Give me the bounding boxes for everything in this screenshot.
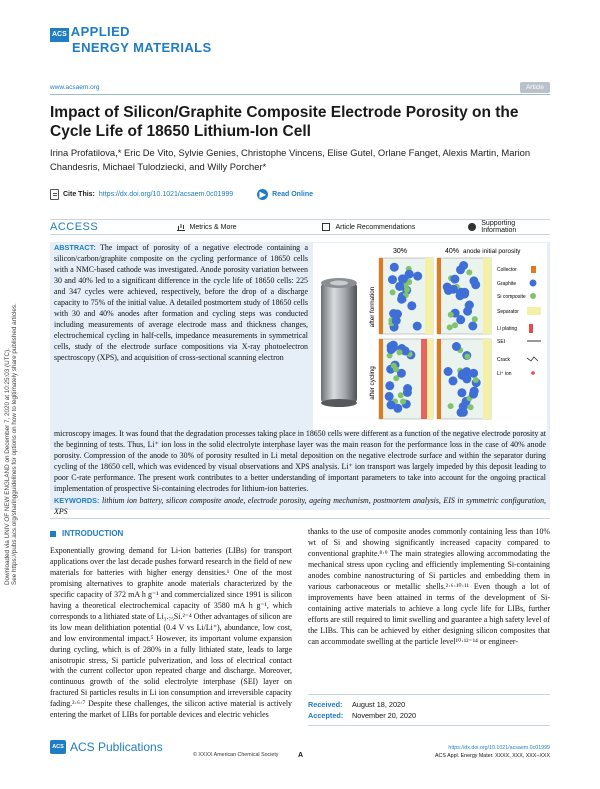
intro-heading: [50, 529, 123, 538]
journal-name-line1: APPLIED: [70, 24, 130, 39]
si-particle: [448, 312, 454, 318]
legend-collector: Collector: [497, 267, 517, 273]
intro-right-column: thanks to the use of composite anodes commonly containing less than 10% wt of Si and showing significantly increased capacity compared to conventional graphite.⁸·⁹ The main strategies allowing accommodating the mechanical stress upon cycling and efficiently implementing Si-containing anodes combine nanostructuring of Si particles and embedding them in various carbonaceous or metallic shells.²·⁶·¹⁰·¹¹ Even though a lot of improvements have been attained in terms of the development of Si-containing active materials to achieve a long cycle life for LIBs, further efforts are still required to limit swelling and guarantee a high safety level of the LIBs. This can be achieved by either designing silicon composites that can accommodate swelling at the particle level¹⁰·¹²⁻¹⁴ or engineer-: [308, 527, 550, 646]
section-marker-icon: [50, 531, 56, 537]
toc-row1-label: after formation: [369, 286, 376, 328]
copyright: © XXXX American Chemical Society: [193, 752, 279, 758]
header-divider: [50, 94, 550, 95]
recommendations-label: Article Recommendations: [335, 223, 416, 231]
graphite-particle: [387, 345, 396, 354]
doi-link[interactable]: https://dx.doi.org/10.1021/acsaem.0c01999: [98, 191, 234, 198]
acs-badge: ACS: [50, 28, 69, 42]
toc-label-30: 30%: [393, 248, 408, 255]
graphite-particle: [392, 316, 401, 325]
si-particle: [447, 324, 453, 330]
publisher-logo[interactable]: [50, 740, 163, 754]
download-note: [2, 215, 16, 585]
si-particle: [472, 316, 478, 322]
legend-li-plating: Li plating: [497, 326, 518, 332]
abstract-text-lower: [54, 429, 546, 518]
legend-sei: SEI: [497, 339, 506, 345]
footer-citation: [435, 745, 550, 760]
download-note-line1: Downloaded via UNIV OF NEW ENGLAND on December 7, 2020 at 10:25:03 (UTC).: [4, 348, 11, 585]
article-title: Impact of Silicon/Graphite Composite Electrode Porosity on the Cycle Life of 18650 Lithium-Ion Cell: [50, 104, 519, 140]
graphite-particle: [388, 275, 397, 284]
abstract-text-upper: [54, 243, 308, 363]
intro-left-column: Exponentially growing demand for Li-ion batteries (LIBs) for transport applications over the last decade pushes forward research in the field of new materials for batteries with higher energy densities.¹ One of the most promising alternatives to graphite anode materials characterized by the specific capacity of 372 mA h g⁻¹ and commercialized since 1991 is silicon having a theoretical electrochemical capacity of 3580 mA h g⁻¹, which corresponds to a lithiated state of Li₃.₇₅Si.²⁻⁴ Other advantages of silicon are its low mean delithiation potential (0.4 V vs Li/Li⁺), abundance, low cost, and low environmental impact.⁵ However, its important volume expansion during cycling, which is of 280% in a fully lithiated state, leads to large anisotropic stress, Si particle pulverization, and loss of electrical contact with the current collector upon repeated charge and discharge. Moreover, continuous growth of the solid electrolyte interphase (SEI) layer on fractured Si particles results in Li ion consumption and irreversible capacity fading.²·⁶·⁷ Despite these challenges, the silicon active material is actively entering the market of LIBs for portable devices and electric vehicles: [50, 546, 292, 720]
graphite-particle: [443, 283, 452, 292]
journal-name-line2: ENERGY MATERIALS: [72, 40, 212, 55]
graphite-particle: [413, 322, 422, 331]
graphite-particle: [469, 276, 478, 285]
read-online-button[interactable]: [257, 189, 313, 200]
graphite-particle: [407, 301, 416, 310]
legend-si-composite: Si composite: [497, 294, 526, 300]
article-dates: [308, 699, 550, 721]
supporting-label: Supporting Information: [481, 220, 517, 234]
accepted-label: Accepted:: [308, 711, 344, 720]
graphite-particle: [390, 263, 399, 272]
dates-divider-bottom: [308, 725, 550, 726]
si-particle: [466, 269, 472, 275]
bar-chart-icon: [177, 223, 185, 231]
cite-row: [50, 189, 313, 200]
graphite-particle: [457, 388, 466, 397]
acs-logo-icon: ACS: [50, 740, 66, 754]
graphite-particle: [450, 275, 459, 284]
metrics-label: Metrics & More: [189, 223, 237, 231]
list-icon: [322, 223, 330, 231]
graphite-particle: [387, 400, 396, 409]
document-icon: [50, 189, 59, 200]
metrics-link[interactable]: [177, 223, 323, 231]
toc-row2-label: after cycling: [369, 366, 376, 400]
read-online-icon: ▶: [257, 189, 268, 200]
read-online-label: Read Online: [272, 191, 313, 198]
access-label: ACCESS: [50, 221, 99, 233]
graphite-particle: [460, 290, 469, 299]
supporting-info-link[interactable]: [468, 220, 550, 234]
graphite-particle: [399, 275, 408, 284]
cite-label: Cite This:: [63, 191, 95, 198]
si-particle: [464, 354, 470, 360]
si-particle: [448, 403, 454, 409]
toc-legend: [497, 266, 541, 377]
graphite-particle: [469, 390, 478, 399]
abstract-label: ABSTRACT:: [54, 243, 96, 252]
graphite-particle: [444, 367, 453, 376]
legend-graphite: Graphite: [497, 281, 517, 287]
info-icon: [468, 223, 476, 231]
abstract-part1: The impact of porosity of a negative electrode containing a silicon/carbon/graphite composite on the cycling performance of 18650 cells with a NMC-based cathode was investigated. Anode porosity variation between 30 and 40% led to a significant difference in the cycle life of 18650 cells: 225 and 347 cycles were achieved, respectively, before the drop of a discharge capacity to 75% of the initial value. A detailed postmortem study of 18650 cells with 30 and 40% anodes after formation and cycling steps was conducted including measurements of average electrode mass and thickness changes, electrochemical cycling in half-cells, impedance measurements in symmetrical cells, study of the electrode surface compositions via X-ray photoelectron spectroscopy (XPS), and acquisition of cross-sectional scanning electron: [54, 243, 308, 362]
graphite-particle: [452, 342, 461, 351]
abstract-part2: microscopy images. It was found that the degradation processes taking place in 18650 cells were different as a function of the negative electrode porosity at the beginning of tests. Thus, Li⁺ ion loss in the solid electrolyte interphase layer was the main reason for the performance loss in the case of 40% anode porosity. Compression of the anode to 30% of porosity resulted in Li metal deposition on the negative electrode surface and within the separator during cycling of the 18650 cell, which was evidenced by visual observations and XPS analysis. Li⁺ ion transport was largely impeded by this deposit leading to poor C-rate performance. The present work contributes to a better understanding of important parameters to take into account for the ongoing practical implementation of prospective Si-containing electrodes for lithium-ion batteries.: [54, 429, 546, 493]
page-number: A: [298, 752, 304, 759]
accepted-date: November 20, 2020: [352, 711, 417, 720]
author-list: Irina Profatilova,* Eric De Vito, Sylvie Genies, Christophe Vincens, Elise Gutel, Orlane Fanget, Alexis Martin, Marion Chandesris, Michael Tulodziecki, and Willy Porcher*: [50, 147, 531, 172]
toc-graphic-svg: [313, 243, 547, 431]
footer-journal-citation: ACS Appl. Energy Mater. XXXX, XXX, XXX−XXX: [435, 752, 550, 759]
graphite-particle: [449, 376, 458, 385]
legend-crack: Crack: [497, 357, 511, 363]
footer-doi[interactable]: https://dx.doi.org/10.1021/acsaem.0c01999: [448, 745, 550, 751]
toc-label-40: 40%: [445, 248, 460, 255]
dates-divider-top: [308, 694, 550, 695]
graphite-particle: [397, 295, 406, 304]
si-particle: [397, 349, 403, 355]
si-particle: [473, 377, 479, 383]
recommendations-link[interactable]: [322, 223, 468, 231]
journal-logo[interactable]: [50, 26, 212, 54]
graphite-particle: [459, 261, 468, 270]
graphite-particle: [385, 381, 394, 390]
intro-heading-label: INTRODUCTION: [62, 529, 124, 538]
si-particle: [390, 289, 396, 295]
si-particle: [398, 392, 404, 398]
site-link[interactable]: www.acsaem.org: [50, 84, 100, 91]
keywords: [54, 496, 546, 518]
graphite-particle: [385, 392, 394, 401]
graphite-particle: [468, 322, 477, 331]
download-note-line2: See https://pubs.acs.org/sharingguidelines for options on how to legitimately share published articles.: [11, 303, 18, 585]
si-particle: [404, 287, 410, 293]
toc-graphic: [313, 243, 547, 431]
received-date: August 18, 2020: [352, 700, 406, 709]
si-particle: [452, 322, 458, 328]
si-particle: [400, 399, 406, 405]
abstract-divider: [50, 518, 550, 519]
access-bar: [50, 219, 550, 235]
legend-li-ion: Li⁺ ion: [497, 371, 512, 377]
legend-separator: Separator: [497, 309, 519, 315]
graphite-particle: [456, 315, 465, 324]
graphite-particle: [457, 408, 466, 417]
keywords-text: lithium ion battery, silicon composite anode, electrode porosity, ageing mechanism, postmortem analysis, EIS in symmetric configuration, XPS: [54, 495, 546, 516]
keywords-label: KEYWORDS:: [54, 495, 100, 505]
graphite-particle: [458, 371, 467, 380]
graphite-particle: [463, 307, 472, 316]
received-label: Received:: [308, 700, 343, 709]
publisher-name: ACS Publications: [70, 740, 163, 754]
battery-cell-image: [321, 278, 357, 407]
graphite-particle: [403, 384, 412, 393]
graphite-particle: [413, 272, 422, 281]
si-particle: [391, 363, 397, 369]
toc-header: anode initial porosity: [463, 248, 521, 255]
article-type-badge: Article: [520, 82, 550, 93]
